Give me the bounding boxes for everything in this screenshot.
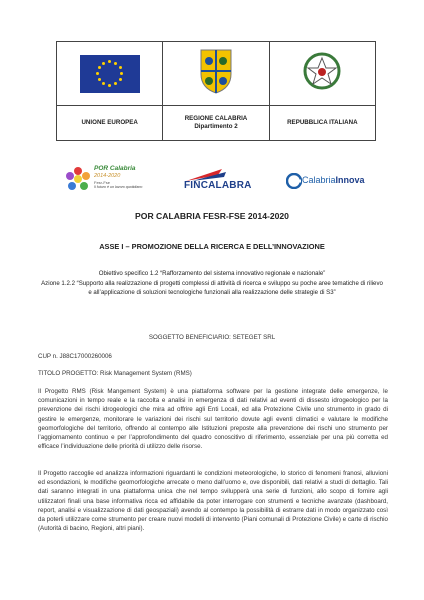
axis-title: ASSE I – PROMOZIONE DELLA RICERCA E DELL’INNOVAZIONE xyxy=(99,242,325,251)
eu-star-icon xyxy=(108,84,111,87)
calabria-innova-prefix: Calabria xyxy=(302,175,336,185)
eu-flag-cell xyxy=(57,42,163,106)
label-unione-europea: UNIONE EUROPEA xyxy=(57,106,163,141)
eu-star-icon xyxy=(98,66,101,69)
eu-star-icon xyxy=(102,62,105,65)
eu-star-icon xyxy=(120,72,123,75)
fincalabra-wordmark: FINCALABRA xyxy=(184,180,252,191)
calabria-innova-wordmark xyxy=(302,175,365,185)
beneficiary-text: SOGGETTO BENEFICIARIO: SETEGET SRL xyxy=(148,334,276,341)
eu-star-icon xyxy=(96,72,99,75)
project-title-text: TITOLO PROGETTO: Risk Management System (RMS) xyxy=(38,370,192,377)
label-regione-calabria xyxy=(163,106,269,141)
paragraph-2: Il Progetto raccoglie ed analizza informazioni riguardanti le condizioni meteorologiche, lo storico di fenomeni franosi, alluvioni ed esondazioni, le modifiche geomorfologiche arrecate o meno dall’uomo e, ove disponibili, dati relativi a studi di dettaglio. Tali dati saranno integrati in una piattaforma unica che nel tempo svilupperà una serie di funzioni, allo scopo di fornire agli utilizzatori finali una base informativa ricca ed affidabile da poter interrogare con strumenti e tecniche avanzate (dashboard, report, analisi e visualizzazione di dati geospaziali) avendo al contempo la possibilità di estrarre dati in modo organizzato così da poterli utilizzare come strumento per creare nuovi modelli di intervento (Piani comunali di Protezione Civile) e carte di rischio (Autorità di bacino, Regioni, altri piani). xyxy=(38,470,388,533)
eu-star-icon xyxy=(119,66,122,69)
por-tagline: Il futuro è un lavoro quotidiano xyxy=(94,185,143,189)
eu-star-icon xyxy=(98,78,101,81)
italy-emblem-cell xyxy=(269,42,375,106)
eu-star-icon xyxy=(119,78,122,81)
por-fund: Fesr-Fse xyxy=(94,180,110,185)
por-years: 2014-2020 xyxy=(94,173,121,179)
por-calabria-logo xyxy=(64,163,154,199)
calabria-innova-suffix: Innova xyxy=(335,175,365,185)
label-regione: REGIONE CALABRIA xyxy=(184,115,248,122)
calabria-emblem-cell xyxy=(163,42,269,106)
calabria-emblem-icon xyxy=(199,48,233,94)
document-title: POR CALABRIA FESR-FSE 2014-2020 xyxy=(135,211,289,221)
fincalabra-logo xyxy=(182,163,266,199)
calabria-innova-icon xyxy=(286,173,302,189)
calabria-innova-logo xyxy=(286,166,372,196)
eu-star-icon xyxy=(102,82,105,85)
por-title: POR Calabria xyxy=(94,165,136,172)
cup-text: CUP n. J88C17000260006 xyxy=(38,353,112,360)
label-repubblica-italiana: REPUBBLICA ITALIANA xyxy=(269,106,375,141)
por-flower-icon xyxy=(64,165,92,195)
italy-emblem-icon xyxy=(302,51,342,91)
eu-star-icon xyxy=(114,62,117,65)
label-dipartimento: Dipartimento 2 xyxy=(194,123,238,130)
logo-header-table xyxy=(56,41,376,141)
action-text: Azione 1.2.2 “Supporto alla realizzazione di progetti complessi di attività di ricerca e sviluppo su poche aree tematiche di rilievo e all’applicazione di soluzioni tecnologiche funzionali alla realizzazione delle strategie di S3” xyxy=(41,280,383,296)
paragraph-1: Il Progetto RMS (Risk Mangement System) è una piattaforma software per la gestione integrate delle emergenze, le comunicazioni in tempo reale e la raccolta e analisi in emergenza di dati relativi ad eventi di dissesto idrogeologico per la prevenzione dei rischi idrogeologici che mira ad offrire agli Enti Locali, ed alla Protezione Civile uno strumento in grado di gestire le emergenze, monitorare le variazioni dei rischi sul territorio dovute agli eventi climatici e valutare le modifiche geomorfologiche del territorio, offrendo al contempo alle Istituzioni preposte alla prevenzione dei rischi uno strumento per l’aggiornamento continuo e per l’approfondimento del quadro conoscitivo di riferimento, essenziale per una più corretta ed efficace l’individuazione delle priorità di utilizzo delle risorse. xyxy=(38,388,388,451)
eu-star-icon xyxy=(108,60,111,63)
eu-star-icon xyxy=(114,82,117,85)
eu-flag-icon xyxy=(80,55,140,93)
objective-text: Obiettivo specifico 1.2 “Rafforzamento del sistema innovativo regionale e nazionale” xyxy=(98,270,326,277)
